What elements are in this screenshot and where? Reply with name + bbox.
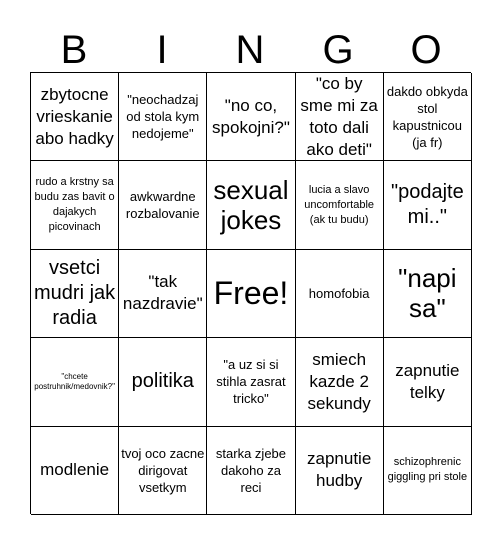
cell-text: modlenie [40, 460, 110, 480]
cell-text: starka zjebe dakoho za reci [215, 445, 287, 495]
bingo-cell-r3c5[interactable] [384, 250, 472, 338]
cell-text: "a uz si si stihla zasrat tricko" [216, 357, 286, 407]
bingo-cell-r3c1[interactable] [31, 250, 119, 338]
header-letter-o: O [410, 28, 442, 72]
cell-text: dakdo obkyda stol kapustnicou (ja fr) [386, 83, 468, 150]
bingo-cell-r4c5[interactable] [384, 338, 472, 426]
bingo-cell-r2c3[interactable] [207, 161, 295, 249]
bingo-cell-r4c1[interactable] [31, 338, 119, 426]
cell-text: "chcete postruhnik/medovnik?" [34, 371, 115, 391]
bingo-cell-r4c4[interactable] [296, 338, 384, 426]
cell-text: "tak nazdravie" [122, 272, 203, 314]
header-letter-b: B [60, 28, 88, 72]
bingo-cell-r5c5[interactable] [384, 427, 472, 515]
cell-text: "no co, spokojni?" [212, 95, 290, 137]
bingo-cell-r1c5[interactable] [384, 73, 472, 161]
cell-text: "podajte mi.." [390, 181, 464, 229]
bingo-cell-r2c5[interactable] [384, 161, 472, 249]
bingo-cell-r1c2[interactable] [119, 73, 207, 161]
bingo-cell-r5c3[interactable] [207, 427, 295, 515]
cell-text: homofobia [308, 285, 370, 301]
cell-text: sexual jokes [213, 175, 289, 236]
cell-text: lucia a slavo uncomfortable (ak tu budu) [304, 183, 375, 226]
cell-text: schizophrenic giggling pri stole [387, 456, 468, 484]
bingo-cell-r5c1[interactable] [31, 427, 119, 515]
bingo-cell-r5c4[interactable] [296, 427, 384, 515]
header-letter-n: N [235, 28, 265, 72]
cell-text: zapnutie hudby [307, 449, 372, 491]
cell-text: politika [131, 370, 194, 393]
cell-text: vsetci mudri jak radia [34, 256, 116, 329]
bingo-cell-r2c4[interactable] [296, 161, 384, 249]
bingo-cell-r2c1[interactable] [31, 161, 119, 249]
cell-text: zbytocne vrieskanie abo hadky [35, 84, 114, 148]
header-letter-g: G [322, 28, 354, 72]
bingo-cell-free[interactable] [207, 250, 295, 338]
bingo-cell-r3c4[interactable] [296, 250, 384, 338]
cell-text: smiech kazde 2 sekundy [307, 349, 371, 413]
free-space-text: Free! [213, 275, 289, 312]
bingo-cell-r2c2[interactable] [119, 161, 207, 249]
cell-text: zapnutie telky [395, 360, 460, 402]
bingo-cell-r1c4[interactable] [296, 73, 384, 161]
bingo-cell-r4c3[interactable] [207, 338, 295, 426]
cell-text: awkwardne rozbalovanie [125, 189, 200, 222]
bingo-header [30, 28, 470, 72]
header-letter-i: I [156, 28, 168, 72]
cell-text: "neochadzaj od stola kym nedojeme" [126, 92, 200, 142]
bingo-cell-r3c2[interactable] [119, 250, 207, 338]
cell-text: "co by sme mi za toto dali ako deti" [300, 73, 378, 159]
cell-text: "napi sa" [398, 263, 457, 324]
cell-text: rudo a krstny sa budu zas bavit o dajakych picovinach [34, 176, 115, 234]
bingo-cell-r5c2[interactable] [119, 427, 207, 515]
bingo-cell-r1c3[interactable] [207, 73, 295, 161]
bingo-board [30, 72, 471, 514]
bingo-cell-r4c2[interactable] [119, 338, 207, 426]
bingo-cell-r1c1[interactable] [31, 73, 119, 161]
cell-text: tvoj oco zacne dirigovat vsetkym [121, 445, 205, 495]
